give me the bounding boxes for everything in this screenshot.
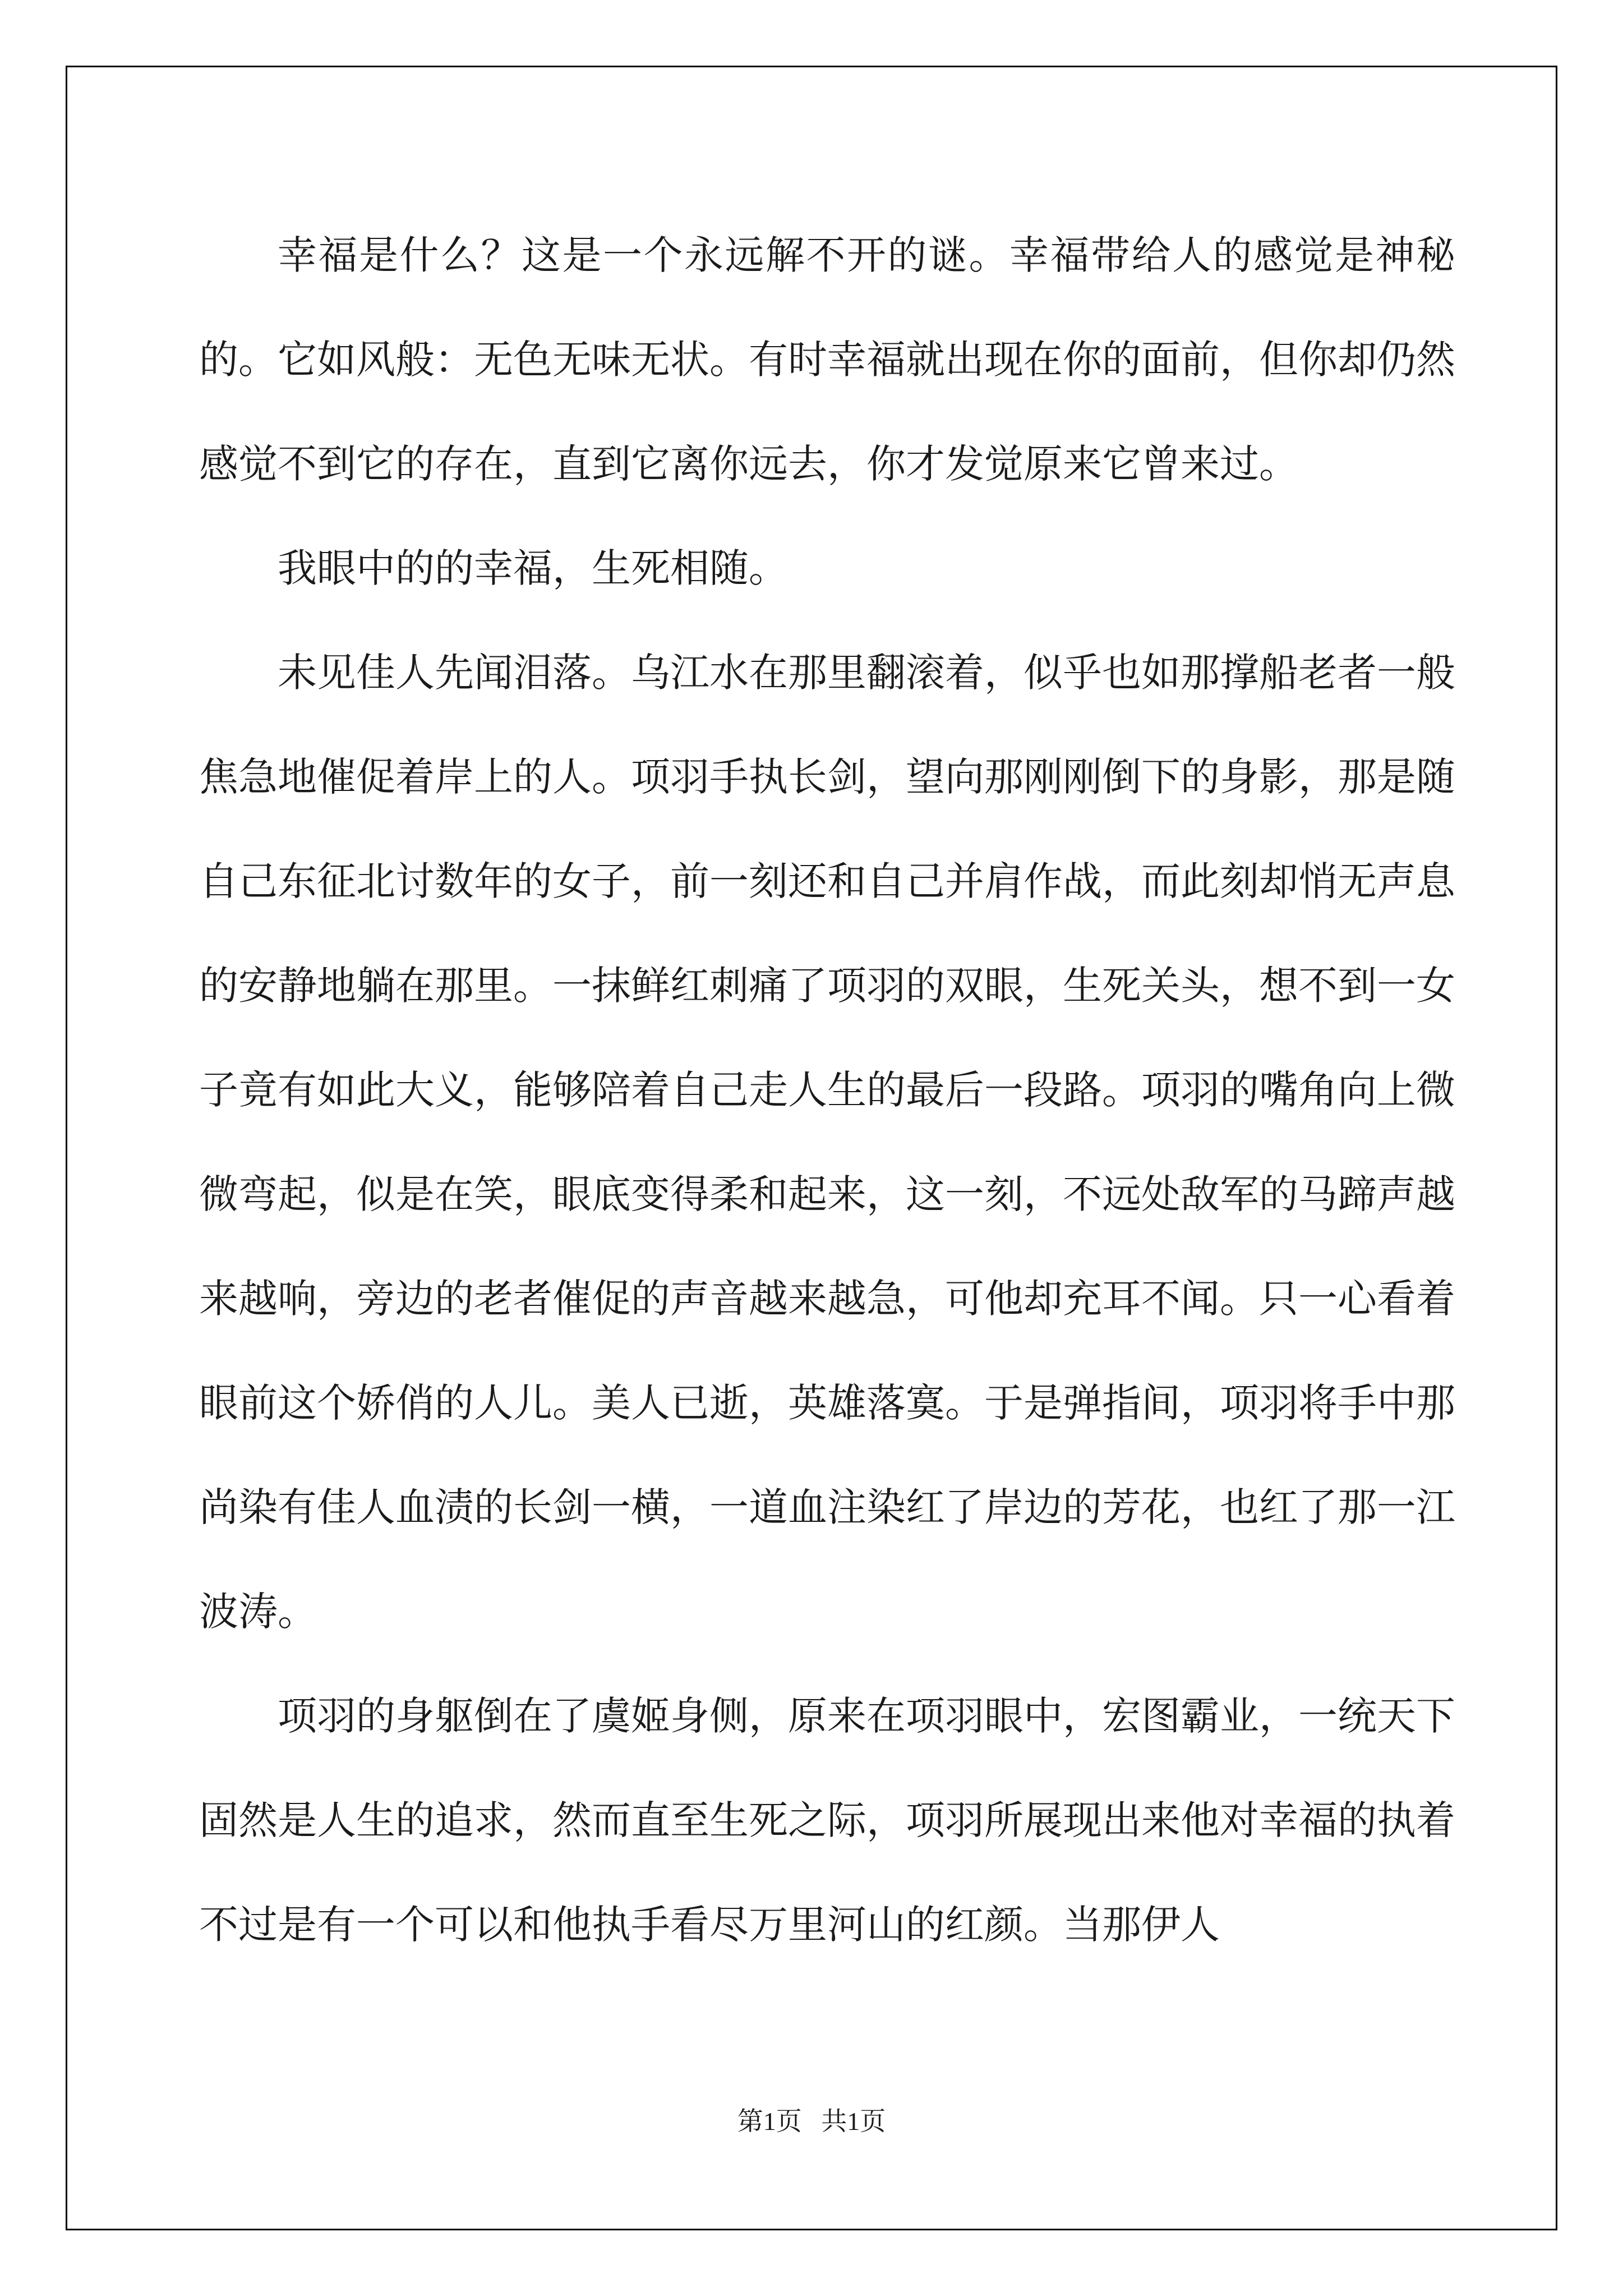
page-total: 共1页	[821, 2107, 886, 2136]
paragraph-2: 我眼中的的幸福，生死相随。	[278, 545, 788, 591]
paragraph-3: 未见佳人先闻泪落。乌江水在那里翻滚着，似乎也如那撑船老者一般焦急地催促着岸上的人。项羽手执长剑，望向那刚刚倒下的身影，那是随自己东征北讨数年的女子，前一刻还和自己并肩作战，而此刻却悄无声息的安静地躺在那里。一抹鲜红刺痛了项羽的双眼，生死关头，想不到一女子竟有如此大义，能够陪着自己走人生的最后一段路。项羽的嘴角向上微微弯起，似是在笑，眼底变得柔和起来，这一刻，不远处敌军的马蹄声越来越响，旁边的老者催促的声音越来越急，可他却充耳不闻。只一心看着眼前这个娇俏的人儿。美人已逝，英雄落寞。于是弹指间，项羽将手中那尚染有佳人血渍的长剑一横，一道血注染红了岸边的芳花，也红了那一江波涛。	[199, 650, 1455, 1635]
page-footer	[0, 2101, 1623, 2138]
paragraph-4: 项羽的身躯倒在了虞姬身侧，原来在项羽眼中，宏图霸业，一统天下固然是人生的追求，然而直至生死之际，项羽所展现出来他对幸福的执着不过是有一个可以和他执手看尽万里河山的红颜。当那伊人	[199, 1693, 1455, 1948]
document-body	[199, 203, 1455, 1977]
page-number: 第1页	[737, 2107, 802, 2136]
paragraph-1: 幸福是什么？这是一个永远解不开的谜。幸福带给人的感觉是神秘的。它如风般：无色无味无状。有时幸福就出现在你的面前，但你却仍然感觉不到它的存在，直到它离你远去，你才发觉原来它曾来过。	[199, 232, 1455, 487]
